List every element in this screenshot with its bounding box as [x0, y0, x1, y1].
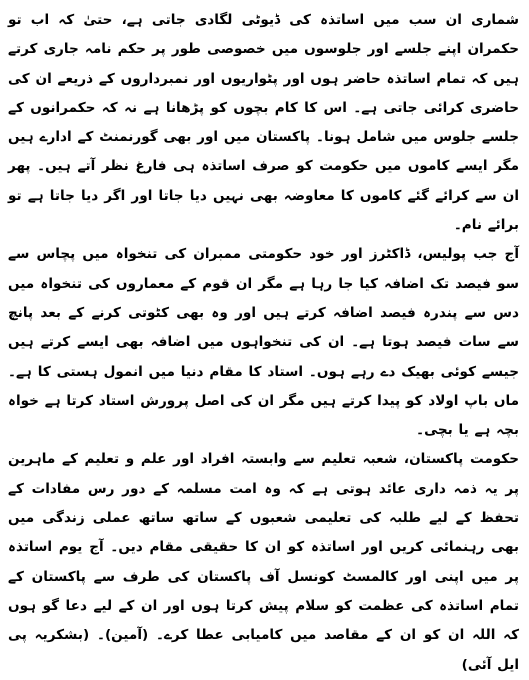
article-paragraph-2: آج جب پولیس، ڈاکٹرز اور خود حکومتی ممبران کی تنخواہ میں پچاس سے سو فیصد تک اضافہ کیا جا رہا ہے مگر ان قوم کے معماروں کی تنخواہ میں دس سے پندرہ فیصد اضافہ کرتے ہیں اور وہ بھی کٹوتی کرنے کے بعد پانچ سے سات فیصد ہوتا ہے۔ ان کی تنخواہوں میں اضافہ بھی ایسے کرتے ہیں جیسے کوئی بھیک دے رہے ہوں۔ استاد کا مقام دنیا میں انمول ہستی کا ہے۔ ماں باپ اولاد کو پیدا کرتے ہیں مگر ان کی اصل پرورش استاد کرتا ہے خواہ بچہ ہے یا بچی۔: [8, 246, 519, 439]
article-paragraph-3: حکومت پاکستان، شعبہ تعلیم سے وابستہ افراد اور علم و تعلیم کے ماہرین پر یہ ذمہ داری عائد ہوتی ہے کہ وہ امت مسلمہ کے دور رس مفادات کے تحفظ کے لیے طلبہ کی تعلیمی شعبوں کے ساتھ ساتھ عملی زندگی میں بھی رہنمائی کریں اور اساتذہ کو ان کا حقیقی مقام دیں۔ آج یوم اساتذہ پر میں اپنی اور کالمسٹ کونسل آف پاکستان کی طرف سے پاکستان کے تمام اساتذہ کی عظمت کو سلام پیش کرتا ہوں اور ان کے لیے دعا گو ہوں کہ اللہ ان کو ان کے مقاصد میں کامیابی عطا کرے۔ (آمین)۔ (بشکریہ پی ایل آئی): [8, 451, 519, 673]
article-paragraph-1: شماری ان سب میں اساتذہ کی ڈیوٹی لگادی جاتی ہے، حتیٰ کہ اب تو حکمران اپنے جلسے اور جلوسوں میں خصوصی طور پر حکم نامہ جاری کرتے ہیں کہ تمام اساتذہ حاضر ہوں اور پٹواریوں اور نمبرداروں کے ذریعے ان کی حاضری کرائی جاتی ہے۔ اس کا کام بچوں کو پڑھانا ہے نہ کہ حکمرانوں کے جلسے جلوس میں شامل ہونا۔ پاکستان میں اور بھی گورنمنٹ کے ادارے ہیں مگر ایسے کاموں میں حکومت کو صرف اساتذہ ہی فارغ نظر آتے ہیں۔ پھر ان سے کرائے گئے کاموں کا معاوضہ بھی نہیں دیا جاتا اور اگر دیا جاتا ہے تو برائے نام۔: [8, 12, 519, 234]
